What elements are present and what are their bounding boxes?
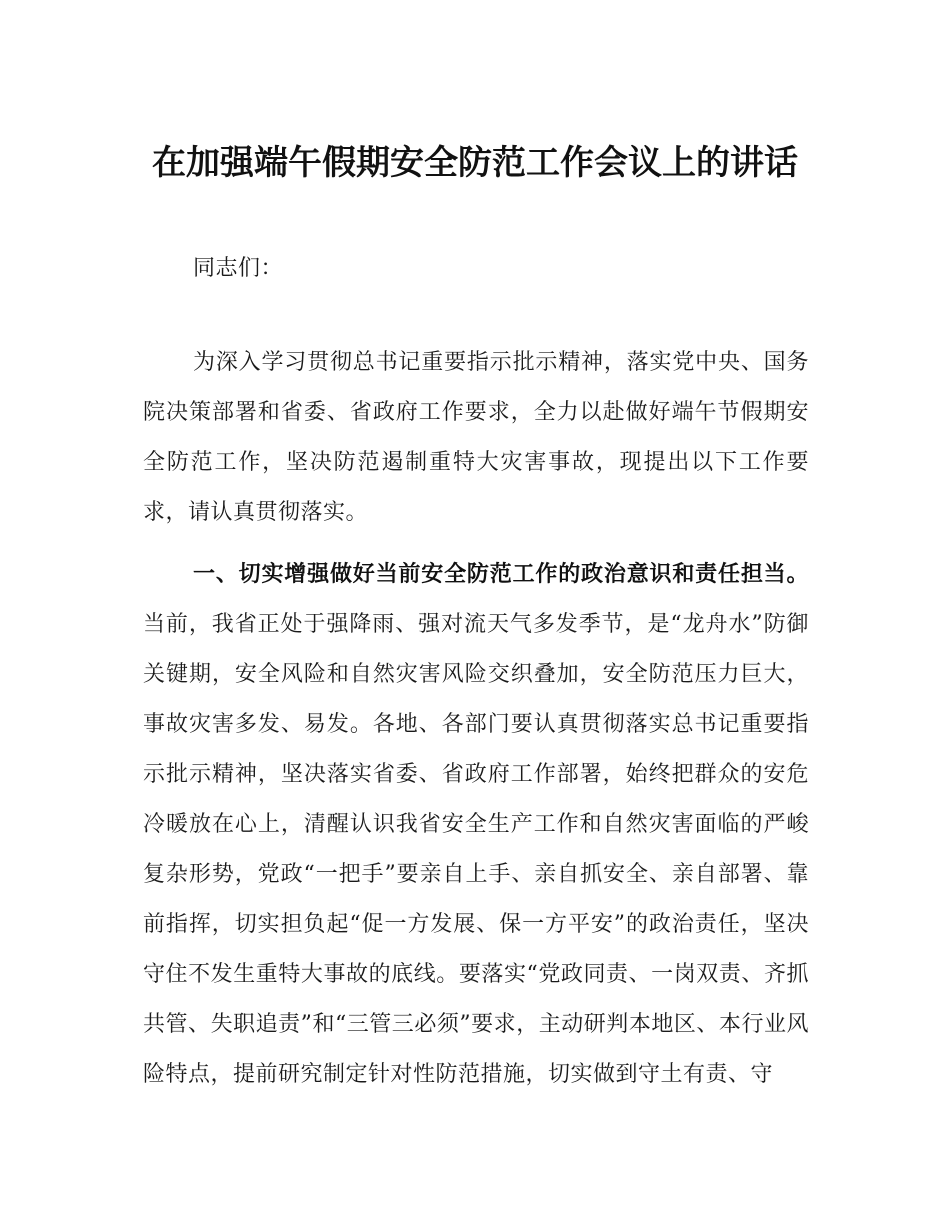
paragraph-section-one [143,550,809,1100]
document-title: 在加强端午假期安全防范工作会议上的讲话 [152,142,798,183]
salutation: 同志们： [193,256,284,281]
section-heading: 一、切实增强做好当前安全防范工作的政治意识和责任担当。 [193,562,809,587]
section-body-text: 当前，我省正处于强降雨、强对流天气多发季节，是“龙舟水”防御关键期，安全风险和自然灾害风险交织叠加，安全防范压力巨大，事故灾害多发、易发。各地、各部门要认真贯彻落实总书记重要指示批示精神，坚决落实省委、省政府工作部署，始终把群众的安危冷暖放在心上，清醒认识我省安全生产工作和自然灾害面临的严峻复杂形势，党政“一把手”要亲自上手、亲自抓安全、亲自部署、靠前指挥，切实担负起“促一方发展、保一方平安”的政治责任，坚决守住不发生重特大事故的底线。要落实“党政同责、一岗双责、齐抓共管、失职追责”和“三管三必须”要求，主动研判本地区、本行业风险特点，提前研究制定针对性防范措施，切实做到守土有责、守 [143,612,809,1087]
paragraph-intro: 为深入学习贯彻总书记重要指示批示精神，落实党中央、国务院决策部署和省委、省政府工作要求，全力以赴做好端午节假期安全防范工作，坚决防范遏制重特大灾害事故，现提出以下工作要求，请认真贯彻落实。 [143,350,809,525]
